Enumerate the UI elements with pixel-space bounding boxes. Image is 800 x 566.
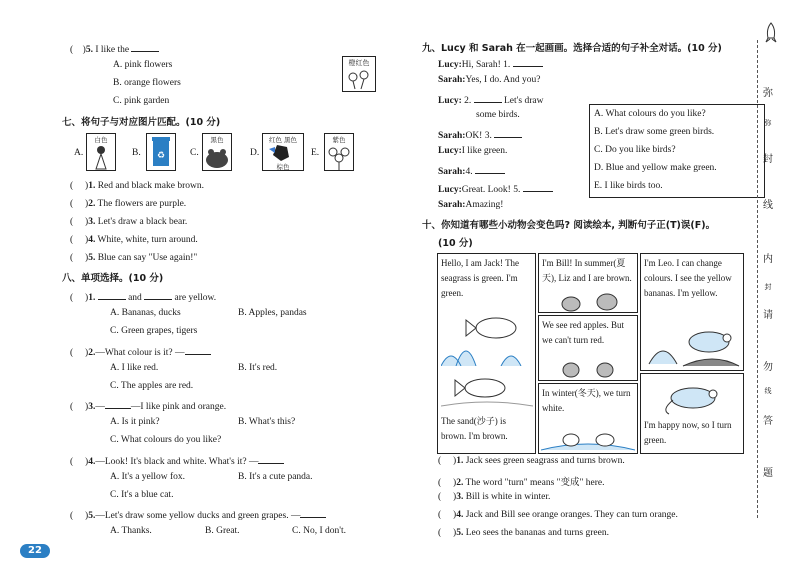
tf-item-4: ( )4. Jack and Bill see orange oranges. They can turn orange.: [438, 510, 678, 520]
option-c: C. pink garden: [113, 96, 170, 106]
sentence-option-c: C. Do you like birds?: [594, 145, 676, 155]
chameleon-bananas-illustration: [643, 318, 741, 368]
picture-card-a: 白色: [86, 133, 116, 171]
bear-icon: [203, 143, 231, 171]
card-letter-c: C.: [190, 148, 199, 158]
recycle-bin-icon: [147, 134, 175, 170]
dialogue-line-6: Lucy:I like green.: [438, 146, 508, 156]
match-item-3: ( )3. Let's draw a black bear.: [70, 217, 188, 227]
side-char: 封: [763, 154, 773, 165]
green-chameleon-illustration: [643, 376, 741, 416]
tf-item-1: ( )1. Jack sees green seagrass and turns brown.: [438, 456, 625, 466]
option-a: A. pink flowers: [113, 60, 173, 70]
side-char: 请: [763, 310, 773, 321]
choice-q2: ( )2.—What colour is it? —: [70, 345, 211, 358]
section-8-title: 八、单项选择。(10 分): [62, 273, 164, 284]
sentence-option-d: D. Blue and yellow make green.: [594, 163, 717, 173]
q3-option-c: C. What colours do you like?: [110, 435, 222, 445]
side-small-char: 封: [764, 283, 772, 291]
page-number-badge: [20, 544, 50, 558]
leo-text-1: I'm Leo. I can change colours. I see the yellow bananas. I'm yellow.: [644, 258, 732, 298]
dialogue-line-1: Lucy:Hi, Sarah! 1.: [438, 57, 543, 70]
q5-option-c: C. No, I don't.: [292, 526, 346, 536]
section-10-title: 十、你知道有哪些小动物会变色吗? 阅读绘本, 判断句子正(T)误(F)。: [422, 220, 716, 231]
card-letter-a: A.: [74, 148, 84, 158]
sentence-option-a: A. What colours do you like?: [594, 109, 706, 119]
q2-option-c: C. The apples are red.: [110, 381, 194, 391]
sentence-option-e: E. I like birds too.: [594, 181, 663, 191]
choice-q4: ( )4.—Look! It's black and white. What's it? —: [70, 454, 284, 467]
side-char: 内: [763, 254, 773, 265]
dialogue-line-8: Lucy:Great. Look! 5.: [438, 182, 553, 195]
q4-option-c: C. It's a blue cat.: [110, 490, 174, 500]
q4-option-b: B. It's a cute panda.: [238, 472, 313, 482]
question-row: ( )5. I like the: [70, 42, 159, 55]
jack-text-1: Hello, I am Jack! The seagrass is green. I'm green.: [441, 258, 520, 298]
q1-option-b: B. Apples, pandas: [238, 308, 307, 318]
dialogue-line-5: Sarah:OK! 3.: [438, 128, 522, 141]
q2-option-b: B. It's red.: [238, 363, 278, 373]
story-panel-bill-3: [538, 383, 638, 454]
match-item-2: ( )2. The flowers are purple.: [70, 199, 187, 209]
section-10-points: (10 分): [438, 238, 473, 249]
section-7-title: 七、将句子与对应图片匹配。(10 分): [62, 117, 221, 128]
picture-card-c: 黑色: [202, 133, 232, 171]
paint-splash-icon: [263, 143, 303, 163]
tf-item-3: ( )3. Bill is white in winter.: [438, 492, 551, 502]
fish-in-seagrass-illustration: [441, 306, 533, 366]
q3-option-a: A. Is it pink?: [110, 417, 160, 427]
option-b: B. orange flowers: [113, 78, 181, 88]
q2-option-a: A. I like red.: [110, 363, 159, 373]
bill-text-3: In winter(冬天), we turn white.: [542, 388, 631, 413]
side-char: 题: [763, 468, 773, 479]
q1-option-c: C. Green grapes, tigers: [110, 326, 198, 336]
dialogue-line-3: Lucy: 2. Let's draw: [438, 93, 543, 106]
seal-line: [757, 40, 758, 518]
jack-text-2: The sand(沙子) is brown. I'm brown.: [441, 416, 508, 441]
winter-rabbits-illustration: [541, 424, 635, 452]
story-panel-bill-2: [538, 315, 638, 381]
side-small-char: 弥: [764, 119, 772, 127]
picture-card-b: [146, 133, 176, 171]
card-letter-b: B.: [132, 148, 141, 158]
dialogue-line-2: Sarah:Yes, I do. And you?: [438, 75, 541, 85]
sentence-option-b: B. Let's draw some green birds.: [594, 127, 715, 137]
card-letter-e: E.: [311, 148, 320, 158]
dialogue-line-4: some birds.: [476, 110, 520, 120]
q1-option-a: A. Bananas, ducks: [110, 308, 181, 318]
story-panel-jack: [437, 253, 536, 454]
fish-on-sand-illustration: [441, 370, 533, 410]
answer-blank[interactable]: [131, 42, 159, 52]
orange-red-flower-picture: 橙红色: [342, 56, 376, 92]
choice-q5: ( )5.—Let's draw some yellow ducks and green grapes. —: [70, 508, 326, 521]
side-char: 线: [763, 200, 773, 211]
side-char: 弥: [763, 88, 773, 99]
q5-option-a: A. Thanks.: [110, 526, 152, 536]
bill-text-2: We see red apples. But we can't turn red.: [542, 320, 624, 345]
rabbits-illustration: [541, 354, 635, 380]
picture-card-e: 紫色: [324, 133, 354, 171]
q5-option-b: B. Great.: [205, 526, 240, 536]
flowers-icon: [325, 143, 353, 171]
dialogue-line-9: Sarah:Amazing!: [438, 200, 504, 210]
q4-option-a: A. It's a yellow fox.: [110, 472, 186, 482]
story-panel-leo-2: [640, 373, 744, 454]
rabbit-and-bird-illustration: [541, 286, 635, 312]
match-item-5: ( )5. Blue can say "Use again!": [70, 253, 198, 263]
section-9-title: 九、Lucy 和 Sarah 在一起画画。选择合适的句子补全对话。(10 分): [422, 43, 722, 54]
svg-text:♻: ♻: [156, 150, 166, 160]
girl-icon: [87, 143, 115, 171]
side-char: 答: [763, 416, 773, 427]
bill-text-1: I'm Bill! In summer(夏天), Liz and I are brown.: [542, 258, 632, 283]
page-number: 22: [28, 545, 42, 556]
rocket-icon: [764, 22, 778, 44]
dialogue-line-7: Sarah:4.: [438, 164, 505, 177]
tf-item-2: ( )2. The word "turn" means "变成" here.: [438, 478, 605, 488]
side-char: 勿: [763, 362, 773, 373]
q3-option-b: B. What's this?: [238, 417, 296, 427]
sentence-options-box: [589, 104, 765, 198]
match-item-1: ( )1. Red and black make brown.: [70, 181, 205, 191]
card-letter-d: D.: [250, 148, 260, 158]
side-small-char: 线: [764, 387, 772, 395]
match-item-4: ( )4. White, white, turn around.: [70, 235, 198, 245]
leo-text-2: I'm happy now, so I turn green.: [644, 420, 732, 445]
story-panel-leo-1: [640, 253, 744, 371]
picture-card-d: 红色 黑色 棕色: [262, 133, 304, 171]
choice-q1: ( )1. and are yellow.: [70, 290, 216, 303]
choice-q3: ( )3.— —I like pink and orange.: [70, 399, 226, 412]
story-panel-bill-1: [538, 253, 638, 313]
tf-item-5: ( )5. Leo sees the bananas and turns green.: [438, 528, 609, 538]
flower-illustration: [343, 67, 375, 91]
